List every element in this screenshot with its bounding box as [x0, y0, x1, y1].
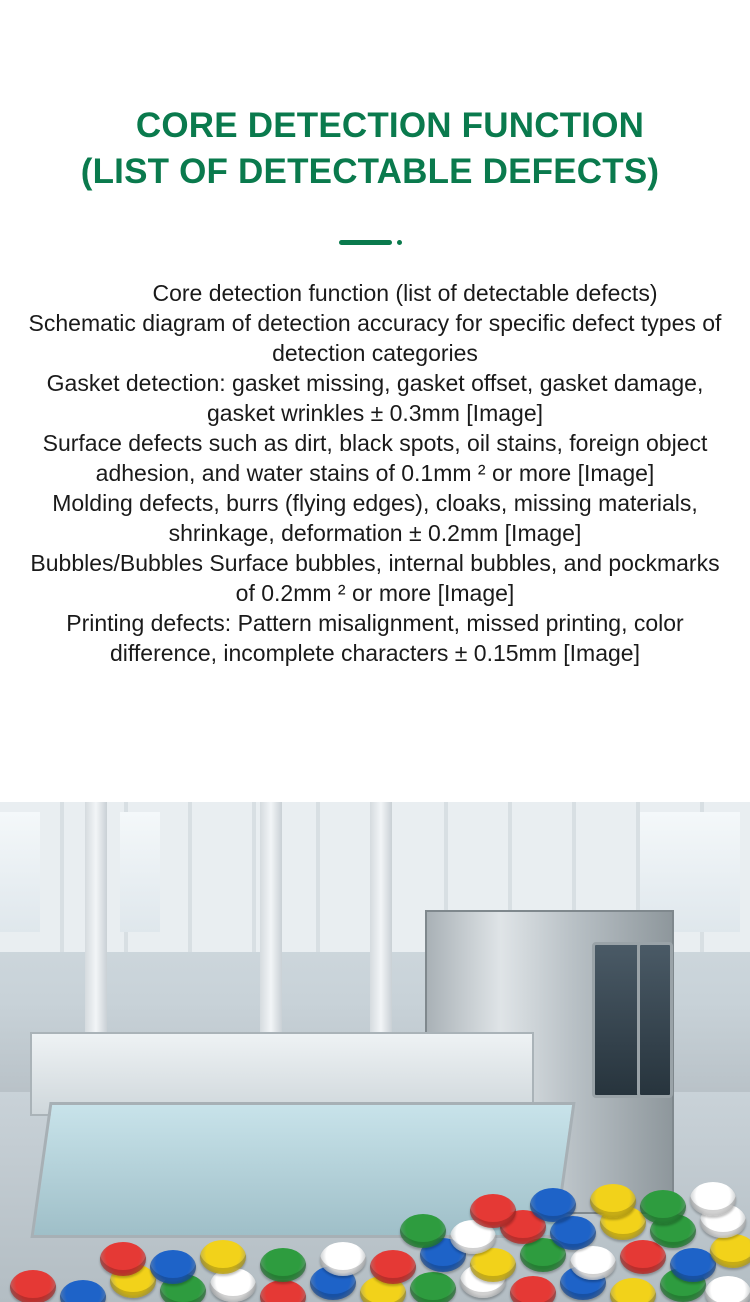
paragraph-intro: Core detection function (list of detectable defects) [152, 280, 658, 306]
bottle-cap [530, 1188, 576, 1222]
paragraph-surface: Surface defects such as dirt, black spots, oil stains, foreign object adhesion, and water stains of 0.1mm ² or more [Image] [42, 430, 708, 486]
section-title-line2: (LIST OF DETECTABLE DEFECTS) [80, 152, 660, 191]
defect-list-text [20, 278, 730, 668]
divider-dot [397, 240, 402, 245]
bottle-cap [10, 1270, 56, 1302]
bottle-cap [400, 1214, 446, 1248]
bottle-cap [510, 1276, 556, 1302]
title-divider [339, 239, 405, 247]
machine-window [637, 942, 673, 1098]
section-title-line1: CORE DETECTION FUNCTION [135, 106, 645, 145]
section-title [0, 103, 750, 195]
paragraph-schematic: Schematic diagram of detection accuracy for specific defect types of detection categories [28, 310, 722, 366]
factory-photo [0, 802, 750, 1302]
divider-bar [339, 240, 392, 245]
bottle-cap [640, 1190, 686, 1224]
bottle-cap [690, 1182, 736, 1216]
bottle-cap [570, 1246, 616, 1280]
paragraph-molding: Molding defects, burrs (flying edges), cloaks, missing materials, shrinkage, deformation ± 0.2mm [Image] [52, 490, 698, 546]
bottle-cap [370, 1250, 416, 1284]
paragraph-printing: Printing defects: Pattern misalignment, missed printing, color difference, incomplete characters ± 0.15mm [Image] [66, 610, 684, 666]
paragraph-gasket: Gasket detection: gasket missing, gasket offset, gasket damage, gasket wrinkles ± 0.3mm [Image] [46, 370, 704, 426]
paragraph-bubbles: Bubbles/Bubbles Surface bubbles, internal bubbles, and pockmarks of 0.2mm ² or more [Image] [30, 550, 720, 606]
bottle-cap [470, 1194, 516, 1228]
bottle-cap [620, 1240, 666, 1274]
bottle-cap [320, 1242, 366, 1276]
bottle-cap [100, 1242, 146, 1276]
photo-window [120, 812, 160, 932]
bottle-cap [410, 1272, 456, 1302]
photo-window [0, 812, 40, 932]
bottle-cap [710, 1234, 750, 1268]
bottle-cap [670, 1248, 716, 1282]
bottle-cap [150, 1250, 196, 1284]
bottle-cap [590, 1184, 636, 1218]
bottle-cap [200, 1240, 246, 1274]
bottle-cap [260, 1248, 306, 1282]
bottle-cap [705, 1276, 750, 1302]
